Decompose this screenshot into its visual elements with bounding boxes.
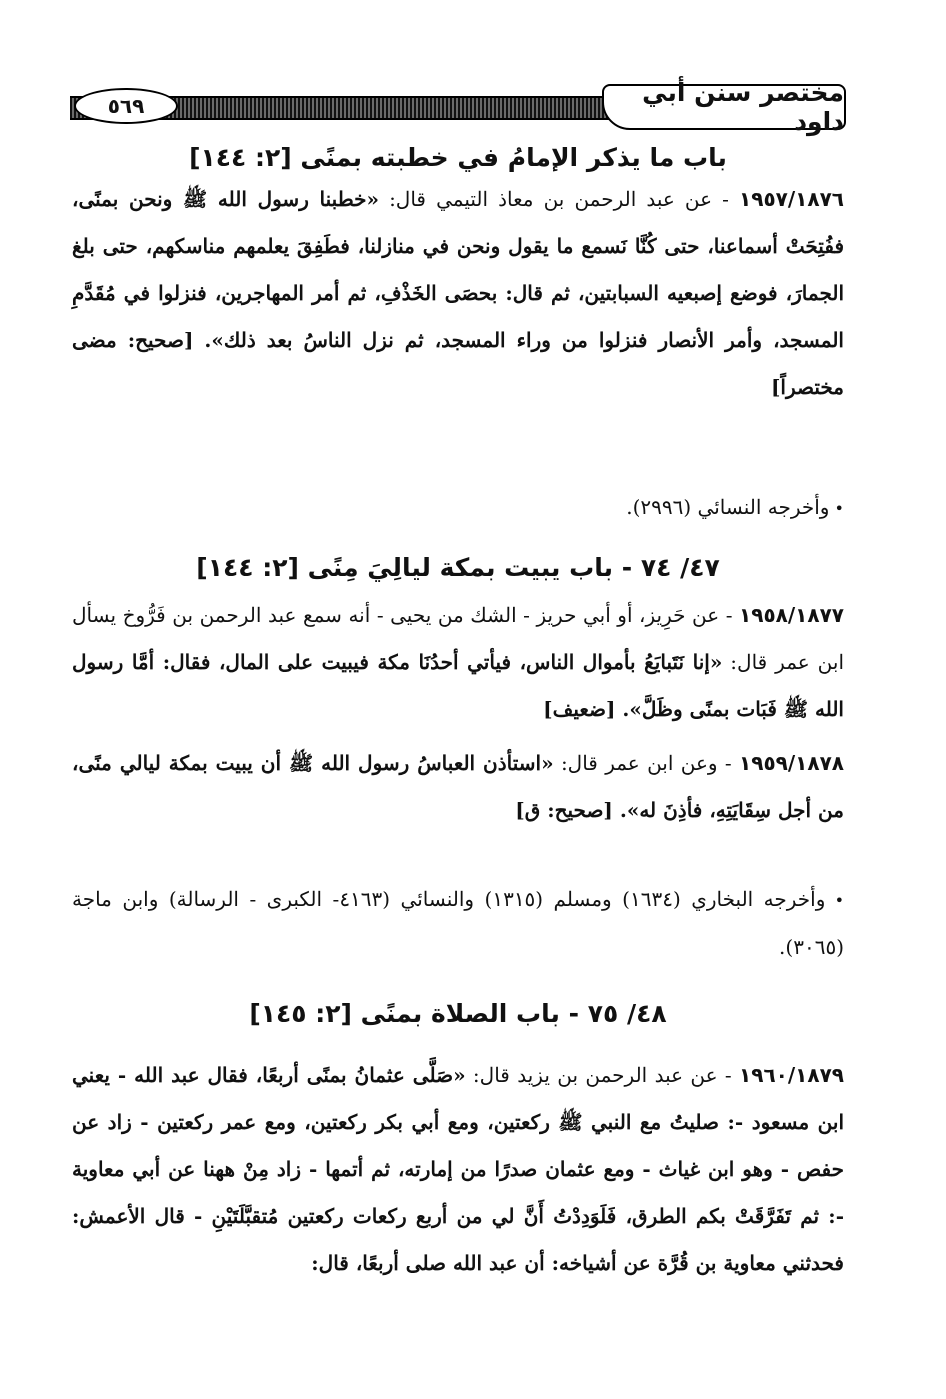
hadith-text: «استأذن العباسُ رسول الله ﷺ أن يبيت بمكة ليالي منًى، من أجل سِقَايَتِهِ، فأذِنَ له»	[72, 751, 844, 822]
section-heading-3: ٤٨/ ٧٥ - باب الصلاة بمنًى [٢: ١٤٥]	[249, 999, 667, 1028]
hadith-text: «صَلَّى عثمانُ بمنًى أربعًا، فقال عبد الله - يعني ابن مسعود -: صليتُ مع النبي ﷺ ركعتين، ومع أبي بكر ركعتين، ومع عمر ركعتين - زاد عن حفص - وهو ابن غياث - ومع عثمان صدرًا من إمارته، ثم أتمها - زاد مِنْ ههنا عن أبي معاوية -: ثم تَفَرَّقَتْ بكم الطرق، فَلَوَدِدْتُ أَنَّ لي من أربع ركعات ركعتين مُتقبَّلَتَيْنِ - قال الأعمش: فحدثني معاوية بن قُرَّة عن أشياخه: أن عبد الله صلى أربعًا، قال:	[72, 1063, 844, 1275]
hadith-1957	[72, 176, 844, 411]
hadith-grade: . [صحيح: ق]	[515, 798, 627, 822]
hadith-number: ١٩٥٩/١٨٧٨	[739, 751, 844, 775]
takhrij-note-1: • وأخرجه النسائي (٢٩٩٦).	[626, 495, 844, 519]
hadith-intro: - عن عبد الرحمن بن معاذ التيمي قال:	[378, 187, 740, 211]
hadith-intro: - وعن ابن عمر قال:	[553, 751, 740, 775]
hadith-number: ١٩٦٠/١٨٧٩	[739, 1063, 844, 1087]
hadith-text: «إنا نَتَبايَعُ بأموال الناس، فيأتي أحدُنَا مكة فيبيت على المال، فقال: أمَّا رسول الله ﷺ فَبَات بمنًى وظَلَّ»	[72, 650, 844, 721]
running-header	[70, 78, 846, 136]
hadith-number: ١٩٥٧/١٨٧٦	[739, 187, 844, 211]
hadith-intro: - عن عبد الرحمن بن يزيد قال:	[465, 1063, 740, 1087]
takhrij-note-2: • وأخرجه البخاري (١٦٣٤) ومسلم (١٣١٥) والنسائي (٤١٦٣- الكبرى - الرسالة) وابن ماجة (٣٠٦٥).	[72, 887, 845, 959]
hadith-1958	[72, 592, 844, 733]
bullet-icon: •	[829, 499, 844, 518]
hadith-1960	[72, 1052, 844, 1287]
hadith-number: ١٩٥٨/١٨٧٧	[739, 603, 844, 627]
page-number: ٥٦٩	[74, 88, 178, 124]
hadith-1959	[72, 740, 844, 834]
hadith-grade: . [ضعيف]	[543, 697, 630, 721]
section-heading-1: باب ما يذكر الإمامُ في خطبته بمنًى [٢: ١٤٤]	[189, 143, 727, 172]
hadith-grade: . [صحيح: مضى مختصراً]	[72, 328, 844, 399]
section-heading-2: ٤٧/ ٧٤ - باب يبيت بمكة ليالِيَ مِنًى [٢: ١٤٤]	[196, 553, 720, 582]
bullet-icon: •	[825, 891, 845, 910]
hadith-text: «خطبنا رسول الله ﷺ ونحن بمنًى، ففُتِحَتْ أسماعنا، حتى كُنَّا نَسمع ما يقول ونحن في منازلنا، فطَفِقَ يعلمهم مناسكهم، حتى بلغ الجمارَ، فوضع إصبعيه السبابتين، ثم قال: بحصَى الخَذْفِ، ثم أمر المهاجرين، فنزلوا في مُقَدَّمِ المسجد، وأمر الأنصار فنزلوا من وراء المسجد، ثم نزل الناسُ بعد ذلك»	[72, 187, 844, 352]
hadith-intro: - عن حَرِيز، أو أبي حريز - الشك من يحيى - أنه سمع عبد الرحمن بن فَرُّوخ يسأل ابن عمر قال:	[72, 603, 844, 674]
book-title: مختصر سنن أبي داود	[602, 84, 846, 130]
